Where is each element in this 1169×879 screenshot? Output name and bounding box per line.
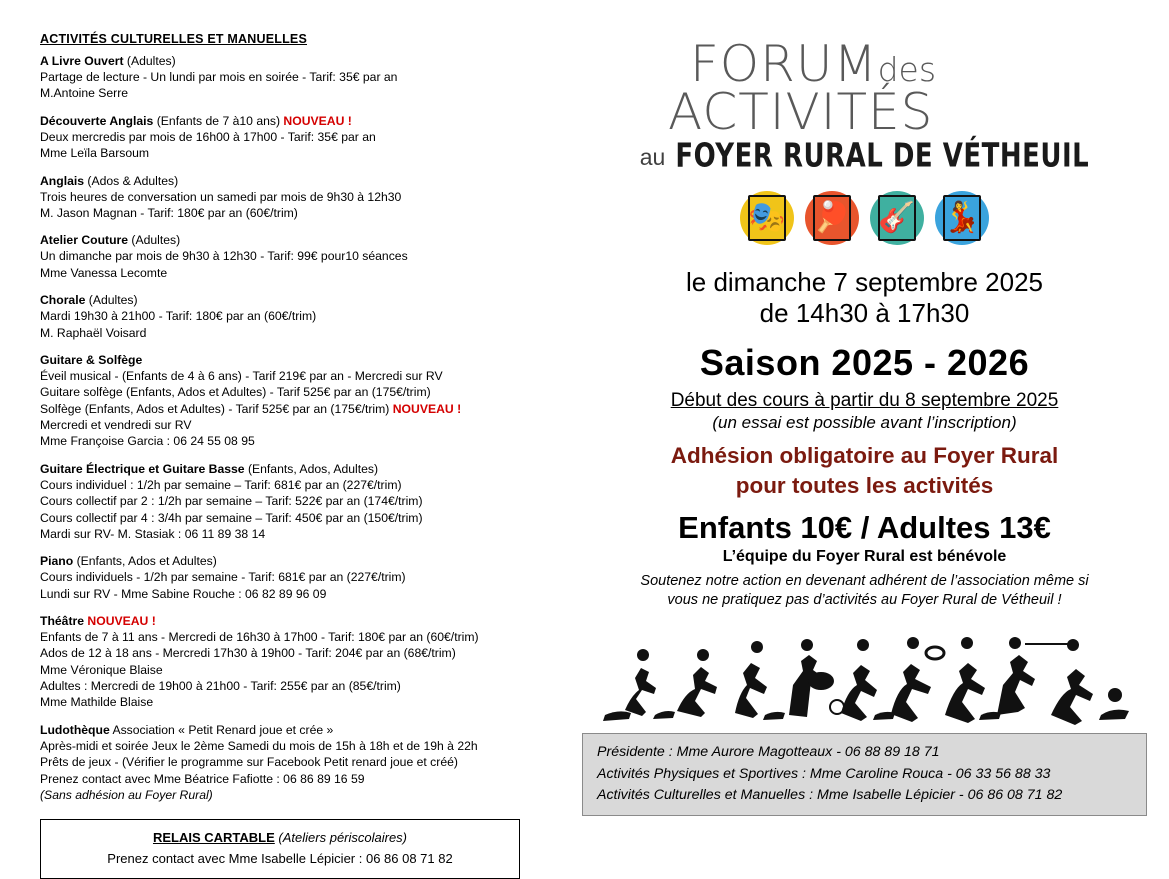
activity-heading bbox=[40, 461, 560, 477]
membership-prices: Enfants 10€ / Adultes 13€ bbox=[678, 509, 1051, 545]
guitar-icon-glyph: 🎸 bbox=[878, 201, 916, 234]
activity-detail-line: Éveil musical - (Enfants de 4 à 6 ans) - Tarif 219€ par an - Mercredi sur RV bbox=[40, 369, 443, 383]
activity-heading bbox=[40, 553, 560, 569]
activity-entry bbox=[40, 352, 560, 450]
activity-entry bbox=[40, 292, 560, 341]
ping-pong-icon bbox=[805, 191, 859, 245]
trial-note: (un essai est possible avant l’inscription) bbox=[712, 413, 1017, 433]
activity-detail-line: Mme Véronique Blaise bbox=[40, 662, 163, 677]
new-badge: NOUVEAU ! bbox=[280, 113, 352, 128]
activity-audience: (Adultes) bbox=[128, 233, 181, 248]
membership-notice-line1: Adhésion obligatoire au Foyer Rural bbox=[670, 443, 1059, 469]
venue-name: FOYER RURAL DE VÉTHEUIL bbox=[675, 137, 1090, 175]
sports-silhouettes-illustration bbox=[560, 615, 1169, 725]
courses-start: Début des cours à partir du 8 septembre 2025 bbox=[670, 390, 1059, 412]
activity-name: Piano bbox=[40, 554, 74, 569]
icon-frame bbox=[748, 195, 786, 241]
guitar-icon bbox=[870, 191, 924, 245]
activity-entry bbox=[40, 613, 560, 711]
activity-detail-line: Deux mercredis par mois de 16h00 à 17h00 - Tarif: 35€ par an bbox=[40, 129, 376, 144]
activity-name: Atelier Couture bbox=[40, 233, 129, 248]
activity-name: A Livre Ouvert bbox=[40, 54, 124, 68]
activity-icons bbox=[560, 191, 1169, 245]
event-time-line: de 14h30 à 17h30 bbox=[759, 297, 970, 328]
relais-cartable-note: (Ateliers périscolaires) bbox=[278, 830, 408, 846]
activity-detail-line: M. Jason Magnan - Tarif: 180€ par an (60€/trim) bbox=[40, 206, 298, 220]
membership-notice bbox=[560, 441, 1169, 500]
activity-heading bbox=[40, 232, 560, 248]
ping-pong-icon-glyph: 🏓 bbox=[813, 201, 851, 234]
activity-detail-line: Guitare solfège (Enfants, Ados et Adultes) - Tarif 525€ par an (175€/trim) bbox=[40, 385, 431, 400]
activity-name: Guitare & Solfège bbox=[40, 352, 143, 367]
theatre-masks-icon-glyph: 🎭 bbox=[748, 201, 786, 234]
activity-detail-line: M.Antoine Serre bbox=[40, 86, 129, 101]
activity-detail-line: Cours individuel : 1/2h par semaine – Tarif: 681€ par an (227€/trim) bbox=[40, 477, 402, 492]
left-column bbox=[0, 0, 560, 867]
activity-detail-line: Partage de lecture - Un lundi par mois en soirée - Tarif: 35€ par an bbox=[40, 70, 398, 85]
relais-cartable-name: RELAIS CARTABLE bbox=[152, 830, 275, 846]
activity-detail-line: Lundi sur RV - Mme Sabine Rouche : 06 82 89 96 09 bbox=[40, 586, 327, 601]
des-word: des bbox=[877, 50, 937, 89]
activity-entry bbox=[40, 553, 560, 602]
icon-frame bbox=[943, 195, 981, 241]
season-label: Saison 2025 - 2026 bbox=[699, 342, 1030, 384]
contacts-box bbox=[582, 733, 1147, 816]
activity-detail-line bbox=[40, 401, 560, 417]
activity-detail-line: Mme Vanessa Lecomte bbox=[40, 265, 168, 280]
activity-audience: (Enfants, Ados, Adultes) bbox=[244, 461, 379, 476]
activity-detail-line: Cours individuels - 1/2h par semaine - Tarif: 681€ par an (227€/trim) bbox=[40, 570, 406, 585]
relais-cartable-contact: Prenez contact avec Mme Isabelle Lépicier : 06 86 08 71 82 bbox=[107, 851, 453, 867]
activity-detail-line: (Sans adhésion au Foyer Rural) bbox=[40, 787, 213, 802]
activity-entry bbox=[40, 722, 560, 803]
activity-name: Découverte Anglais bbox=[40, 113, 154, 128]
activity-audience: (Ados & Adultes) bbox=[84, 173, 179, 188]
activity-detail-line: Mardi 19h30 à 21h00 - Tarif: 180€ par an (60€/trim) bbox=[40, 309, 317, 324]
activity-name: Guitare Électrique et Guitare Basse bbox=[40, 461, 245, 476]
activity-entry bbox=[40, 173, 560, 222]
activities-list bbox=[40, 53, 560, 803]
activity-heading bbox=[40, 53, 560, 69]
activity-name: Anglais bbox=[40, 173, 85, 188]
activity-audience: (Enfants, Ados et Adultes) bbox=[73, 554, 217, 569]
activity-audience: (Adultes) bbox=[85, 293, 138, 308]
activity-heading bbox=[40, 613, 560, 629]
activity-detail-line: Mme Françoise Garcia : 06 24 55 08 95 bbox=[40, 434, 255, 449]
activity-detail-line: Après-midi et soirée Jeux le 2ème Samedi du mois de 15h à 18h et de 19h à 22h bbox=[40, 738, 478, 753]
activity-detail-line: Ados de 12 à 18 ans - Mercredi 17h30 à 19h00 - Tarif: 204€ par an (68€/trim) bbox=[40, 646, 456, 661]
activity-heading bbox=[40, 352, 560, 368]
activity-detail-line: Un dimanche par mois de 9h30 à 12h30 - Tarif: 99€ pour10 séances bbox=[40, 249, 408, 264]
activity-detail-text: Solfège (Enfants, Ados et Adultes) - Tarif 525€ par an (175€/trim) bbox=[40, 401, 393, 416]
activity-audience: (Enfants de 7 à10 ans) bbox=[153, 113, 281, 128]
activity-entry bbox=[40, 53, 560, 102]
activity-detail-line: Cours collectif par 2 : 1/2h par semaine – Tarif: 522€ par an (174€/trim) bbox=[40, 494, 423, 509]
activity-heading bbox=[40, 113, 560, 129]
activity-detail-line: Enfants de 7 à 11 ans - Mercredi de 16h30 à 17h00 - Tarif: 180€ par an (60€/trim) bbox=[40, 630, 479, 645]
event-date bbox=[560, 267, 1169, 328]
forum-word: FORUM bbox=[690, 35, 878, 93]
forum-title bbox=[560, 35, 1169, 141]
contact-line: Activités Physiques et Sportives : Mme Caroline Rouca - 06 33 56 88 33 bbox=[597, 765, 1051, 782]
activity-detail-line: Mme Mathilde Blaise bbox=[40, 695, 154, 710]
activity-detail-line: Prêts de jeux - (Vérifier le programme sur Facebook Petit renard joue et créé) bbox=[40, 755, 458, 770]
support-note-line1: Soutenez notre action en devenant adhérent de l’association même si bbox=[640, 572, 1089, 589]
activity-detail-line: Prenez contact avec Mme Béatrice Fafiotte : 06 86 89 16 59 bbox=[40, 771, 365, 786]
au-label: au bbox=[639, 144, 666, 170]
theatre-masks-icon bbox=[740, 191, 794, 245]
activity-entry bbox=[40, 232, 560, 281]
relais-cartable-title bbox=[53, 830, 507, 845]
membership-notice-line2: pour toutes les activités bbox=[735, 472, 994, 498]
activity-detail-line: Cours collectif par 4 : 3/4h par semaine – Tarif: 450€ par an (150€/trim) bbox=[40, 510, 423, 525]
forum-title-line2: ACTIVITÉS bbox=[668, 83, 934, 141]
activity-audience: Association « Petit Renard joue et crée » bbox=[109, 722, 334, 737]
activity-name: Ludothèque bbox=[40, 722, 110, 737]
icon-frame bbox=[878, 195, 916, 241]
silhouettes-svg bbox=[585, 615, 1145, 725]
activity-heading bbox=[40, 722, 560, 738]
activity-detail-line: Adultes : Mercredi de 19h00 à 21h00 - Tarif: 255€ par an (85€/trim) bbox=[40, 679, 401, 694]
dance-icon-glyph: 💃 bbox=[943, 201, 981, 234]
venue-row bbox=[560, 137, 1169, 175]
support-note-line2: vous ne pratiquez pas d’activités au Foyer Rural de Vétheuil ! bbox=[667, 592, 1062, 609]
dance-icon bbox=[935, 191, 989, 245]
support-note bbox=[560, 572, 1169, 611]
activity-entry bbox=[40, 113, 560, 162]
relais-cartable-box bbox=[40, 819, 520, 879]
contact-line: Activités Culturelles et Manuelles : Mme Isabelle Lépicier - 06 86 08 71 82 bbox=[597, 787, 1063, 804]
forum-title-line1 bbox=[560, 35, 1169, 93]
activity-name: Théâtre bbox=[40, 613, 85, 628]
activity-name: Chorale bbox=[40, 293, 86, 308]
activity-detail-line: Trois heures de conversation un samedi par mois de 9h30 à 12h30 bbox=[40, 189, 402, 204]
contact-line: Présidente : Mme Aurore Magotteaux - 06 88 89 18 71 bbox=[597, 743, 940, 760]
activity-heading bbox=[40, 292, 560, 308]
activity-audience: (Adultes) bbox=[123, 54, 176, 68]
right-column bbox=[560, 0, 1169, 826]
activity-detail-line: M. Raphaël Voisard bbox=[40, 325, 147, 340]
volunteer-note: L’équipe du Foyer Rural est bénévole bbox=[722, 547, 1007, 565]
activity-detail-line: Mme Leïla Barsoum bbox=[40, 146, 150, 161]
new-badge: NOUVEAU ! bbox=[392, 401, 462, 416]
event-date-line1: le dimanche 7 septembre 2025 bbox=[685, 267, 1043, 297]
new-badge: NOUVEAU ! bbox=[84, 613, 156, 628]
activity-heading bbox=[40, 173, 560, 189]
activity-entry bbox=[40, 461, 560, 542]
activity-detail-line: Mercredi et vendredi sur RV bbox=[40, 418, 192, 433]
section-title: ACTIVITÉS CULTURELLES ET MANUELLES bbox=[40, 32, 307, 46]
activity-detail-line: Mardi sur RV- M. Stasiak : 06 11 89 38 14 bbox=[40, 526, 266, 541]
icon-frame bbox=[813, 195, 851, 241]
